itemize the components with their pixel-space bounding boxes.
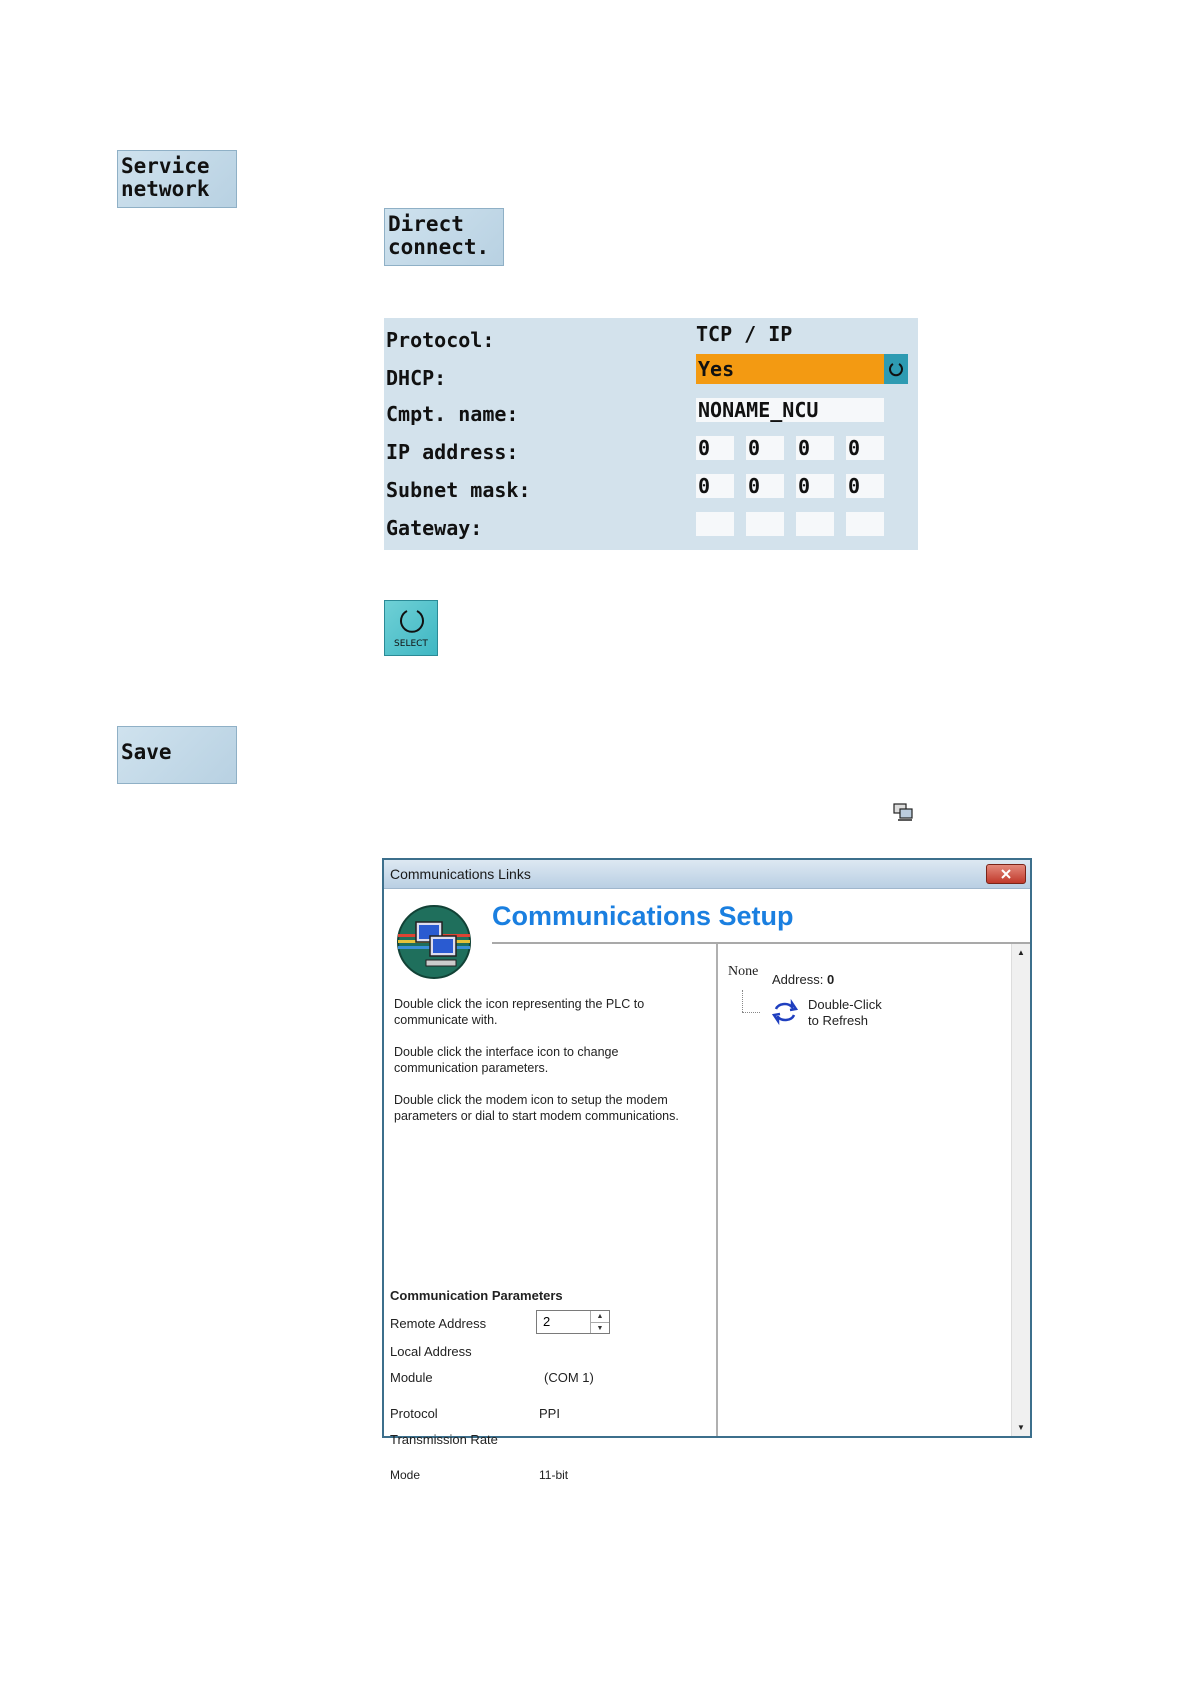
communications-links-window bbox=[382, 858, 1032, 1482]
close-button[interactable] bbox=[986, 864, 1026, 884]
module-value: (COM 1) bbox=[544, 1370, 594, 1385]
dhcp-toggle-button[interactable] bbox=[884, 354, 908, 384]
protocol-label: Protocol bbox=[390, 1406, 438, 1421]
address-label: Address: bbox=[772, 972, 824, 987]
scroll-down-icon[interactable]: ▼ bbox=[1017, 1423, 1025, 1432]
refresh-label-line1: Double-Click bbox=[808, 997, 882, 1012]
instruction-interface: Double click the interface icon to change communication parameters. bbox=[394, 1045, 619, 1075]
module-label: Module bbox=[390, 1370, 433, 1385]
transmission-rate-label: Transmission Rate bbox=[390, 1432, 498, 1447]
refresh-icon[interactable] bbox=[772, 999, 798, 1025]
instruction-modem: Double click the modem icon to setup the modem parameters or dial to start modem communications. bbox=[394, 1093, 679, 1123]
save-softkey[interactable] bbox=[117, 726, 237, 784]
softkey-label-line1: Service bbox=[121, 154, 210, 178]
gateway-octet-2[interactable] bbox=[746, 512, 784, 536]
ip-octet-4[interactable]: 0 bbox=[846, 436, 884, 460]
communications-icon bbox=[892, 802, 914, 822]
close-icon bbox=[1001, 869, 1011, 879]
ip-octet-3[interactable]: 0 bbox=[796, 436, 834, 460]
softkey-label-line2: connect. bbox=[388, 235, 490, 259]
select-key[interactable] bbox=[384, 600, 438, 656]
local-address-label: Local Address bbox=[390, 1344, 472, 1359]
refresh-label[interactable] bbox=[808, 997, 882, 1029]
cmpt-name-label: Cmpt. name: bbox=[386, 402, 519, 426]
mode-value: 11-bit bbox=[539, 1468, 569, 1482]
tree-root-none[interactable]: None bbox=[728, 964, 759, 979]
gateway-octet-1[interactable] bbox=[696, 512, 734, 536]
softkey-label: Save bbox=[121, 740, 172, 764]
softkey-label-line2: network bbox=[121, 177, 210, 201]
spin-up-icon[interactable]: ▲ bbox=[596, 1313, 604, 1320]
communication-parameters-title: Communication Parameters bbox=[390, 1288, 563, 1303]
spin-down-icon[interactable]: ▼ bbox=[591, 1322, 609, 1333]
cycle-icon bbox=[398, 606, 426, 634]
dhcp-field[interactable]: Yes bbox=[696, 354, 884, 384]
tree-connector bbox=[742, 990, 744, 1012]
scroll-up-icon[interactable]: ▲ bbox=[1017, 948, 1025, 957]
select-key-label: SELECT bbox=[394, 639, 428, 649]
instruction-plc: Double click the icon representing the PLC to communicate with. bbox=[394, 997, 645, 1027]
network-tree-pane bbox=[718, 944, 1012, 1436]
tree-connector bbox=[742, 1012, 760, 1013]
window-titlebar[interactable] bbox=[384, 860, 1030, 889]
gateway-label: Gateway: bbox=[386, 516, 483, 540]
service-network-softkey[interactable] bbox=[117, 150, 237, 208]
subnet-octet-4[interactable]: 0 bbox=[846, 474, 884, 498]
cycle-icon bbox=[888, 361, 904, 377]
protocol-value: TCP / IP bbox=[696, 322, 793, 346]
gateway-octet-3[interactable] bbox=[796, 512, 834, 536]
spinbox-buttons bbox=[590, 1311, 609, 1333]
subnet-octet-2[interactable]: 0 bbox=[746, 474, 784, 498]
cmpt-name-field[interactable]: NONAME_NCU bbox=[696, 398, 884, 422]
subnet-octet-1[interactable]: 0 bbox=[696, 474, 734, 498]
remote-address-value: 2 bbox=[543, 1314, 551, 1329]
subnet-octet-3[interactable]: 0 bbox=[796, 474, 834, 498]
tree-address bbox=[772, 972, 834, 987]
gateway-octet-4[interactable] bbox=[846, 512, 884, 536]
protocol-label: Protocol: bbox=[386, 328, 495, 352]
address-value: 0 bbox=[826, 972, 835, 987]
ip-address-label: IP address: bbox=[386, 440, 519, 464]
refresh-label-line2: to Refresh bbox=[808, 1013, 868, 1028]
ip-octet-2[interactable]: 0 bbox=[746, 436, 784, 460]
window-title: Communications Links bbox=[390, 866, 531, 882]
window-header bbox=[384, 889, 1030, 943]
mode-label: Mode bbox=[390, 1468, 421, 1482]
subnet-mask-label: Subnet mask: bbox=[386, 478, 531, 502]
setup-heading: Communications Setup bbox=[492, 901, 794, 931]
network-settings-panel bbox=[384, 318, 918, 550]
softkey-label-line1: Direct bbox=[388, 212, 464, 236]
vertical-scrollbar[interactable] bbox=[1011, 944, 1030, 1436]
protocol-value: PPI bbox=[539, 1406, 560, 1421]
dhcp-label: DHCP: bbox=[386, 366, 447, 390]
instructions-pane bbox=[384, 944, 716, 1482]
remote-address-label: Remote Address bbox=[390, 1316, 487, 1331]
remote-address-spinbox[interactable] bbox=[536, 1310, 610, 1334]
direct-connect-softkey[interactable] bbox=[384, 208, 504, 266]
ip-octet-1[interactable]: 0 bbox=[696, 436, 734, 460]
